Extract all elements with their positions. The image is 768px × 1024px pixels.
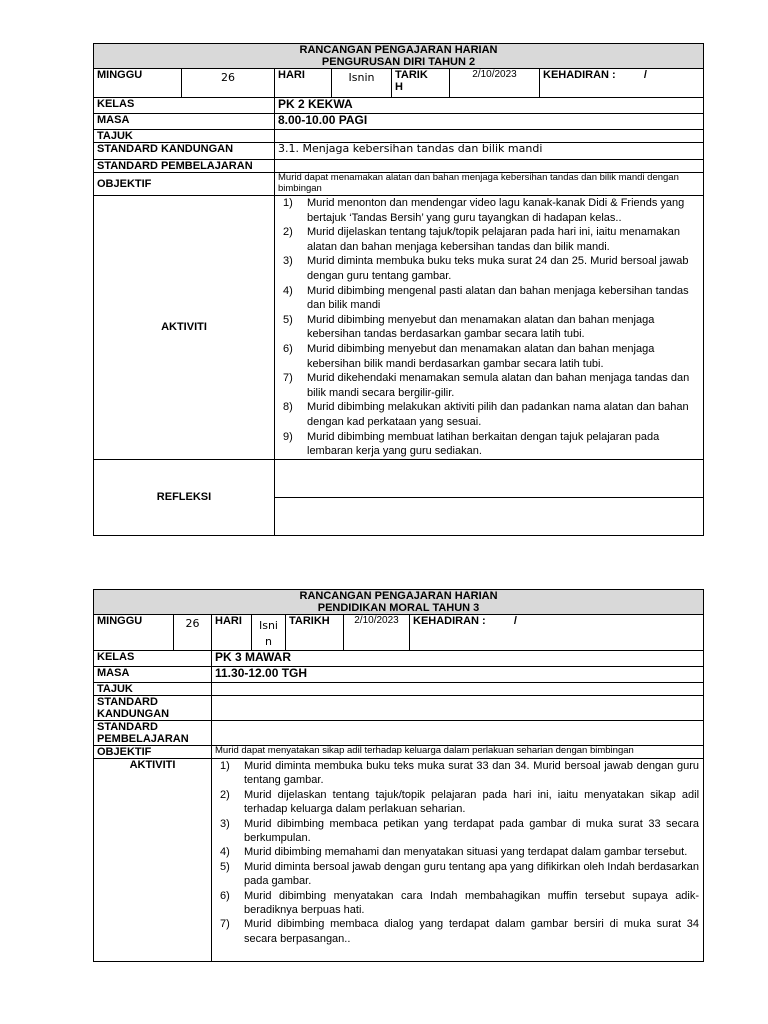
aktiviti-item: 1) Murid menonton dan mendengar video lagu kanak-kanak Didi & Friends yang bertajuk ‘Tandas Bersih’ yang guru tayangkan di hadapan kelas..	[283, 197, 685, 224]
refleksi-row-1	[275, 459, 704, 497]
aktiviti-item: 5) Murid diminta bersoal jawab dengan guru tentang apa yang difikirkan oleh Indah berdasarkan pada gambar.	[220, 860, 700, 888]
aktiviti-item: 7) Murid dibimbing membaca dialog yang terdapat dalam gambar bersiri di muka surat 34 secara berpasangan..	[220, 918, 700, 945]
refleksi-label: REFLEKSI	[94, 459, 275, 535]
tarikh-label: TARIK H	[392, 69, 450, 98]
kelas-label: KELAS	[94, 98, 275, 114]
hari-value: Isni n	[252, 615, 286, 651]
tajuk-value	[275, 130, 704, 143]
plan-title: RANCANGAN PENGAJARAN HARIAN PENDIDIKAN MORAL TAHUN 3	[94, 590, 704, 615]
tarikh-value: 2/10/2023	[344, 615, 410, 651]
lesson-plan-1	[93, 43, 704, 536]
aktiviti-label: AKTIVITI	[94, 759, 212, 962]
hari-label: HARI	[275, 69, 332, 98]
sk-value: 3.1. Menjaga kebersihan tandas dan bilik mandi	[275, 143, 704, 160]
sp-label: STANDARD PEMBELAJARAN	[94, 721, 212, 746]
minggu-value: 26	[182, 69, 275, 98]
sp-value	[212, 721, 704, 746]
minggu-label: MINGGU	[94, 69, 182, 98]
aktiviti-cell	[275, 196, 704, 460]
objektif-value: Murid dapat menamakan alatan dan bahan menjaga kebersihan tandas dan bilik mandi dengan bimbingan	[275, 173, 704, 196]
sk-label: STANDARD KANDUNGAN	[94, 696, 212, 721]
aktiviti-item: 1) Murid diminta membuka buku teks muka surat 33 dan 34. Murid bersoal jawab dengan guru tentang gambar.	[220, 760, 700, 787]
tajuk-label: TAJUK	[94, 683, 212, 696]
masa-label: MASA	[94, 667, 212, 683]
objektif-value: Murid dapat menyatakan sikap adil terhadap keluarga dalam perlakuan seharian dengan bimbingan	[212, 746, 704, 759]
aktiviti-item: 4) Murid dibimbing mengenal pasti alatan dan bahan menjaga kebersihan tandas dan bilik mandi	[283, 284, 689, 312]
aktiviti-label: AKTIVITI	[94, 196, 275, 460]
tarikh-value: 2/10/2023	[450, 69, 540, 98]
kehadiran-label: KEHADIRAN :	[543, 69, 616, 81]
refleksi-row-2	[275, 497, 704, 535]
aktiviti-item: 4) Murid dibimbing memahami dan menyatakan situasi yang terdapat dalam gambar tersebut.	[220, 846, 688, 859]
lesson-plan-2	[93, 589, 704, 962]
objektif-label: OBJEKTIF	[94, 746, 212, 759]
kelas-value: PK 2 KEKWA	[275, 98, 704, 114]
kehadiran-value: /	[643, 69, 647, 81]
aktiviti-item: 2) Murid dijelaskan tentang tajuk/topik pelajaran pada hari ini, iaitu menamakan alatan dan bahan menjaga kebersihan tandas dan bilik mandi.	[283, 226, 681, 253]
objektif-label: OBJEKTIF	[94, 173, 275, 196]
plan-title: RANCANGAN PENGAJARAN HARIAN PENGURUSAN DIRI TAHUN 2	[94, 44, 704, 69]
kelas-label: KELAS	[94, 651, 212, 667]
aktiviti-item: 6) Murid dibimbing menyatakan cara Indah membahagikan muffin tersebut supaya adik-beradiknya berpuas hati.	[220, 889, 700, 917]
aktiviti-list	[214, 759, 699, 946]
masa-value: 11.30-12.00 TGH	[212, 667, 704, 683]
kehadiran	[540, 69, 704, 98]
masa-value: 8.00-10.00 PAGI	[275, 114, 704, 130]
aktiviti-cell	[212, 759, 704, 962]
aktiviti-item: 2) Murid dijelaskan tentang tajuk/topik pelajaran pada hari ini, iaitu menyatakan sikap adil terhadap keluarga dalam perlakuan seharian.	[220, 788, 700, 816]
aktiviti-item: 9) Murid dibimbing membuat latihan berkaitan dengan tajuk pelajaran pada lembaran kerja yang guru sediakan.	[283, 430, 660, 458]
masa-label: MASA	[94, 114, 275, 130]
kehadiran	[410, 615, 704, 651]
aktiviti-item: 5) Murid dibimbing menyebut dan menamakan alatan dan bahan menjaga kebersihan tandas berdasarkan gambar secara latih tubi.	[283, 313, 655, 341]
tarikh-label: TARIKH	[286, 615, 344, 651]
aktiviti-item: 6) Murid dibimbing menyebut dan menamakan alatan dan bahan menjaga kebersihan bilik mandi berdasarkan gambar secara latih tubi.	[283, 342, 655, 370]
aktiviti-item: 7) Murid dikehendaki menamakan semula alatan dan bahan menjaga tandas dan bilik mandi secara bergilir-gilir.	[283, 372, 690, 399]
minggu-label: MINGGU	[94, 615, 174, 651]
sk-label: STANDARD KANDUNGAN	[94, 143, 275, 160]
minggu-value: 26	[174, 615, 212, 651]
hari-value: Isnin	[332, 69, 392, 98]
sk-value	[212, 696, 704, 721]
kelas-value: PK 3 MAWAR	[212, 651, 704, 667]
kehadiran-value: /	[513, 615, 517, 627]
sp-value	[275, 160, 704, 173]
hari-label: HARI	[212, 615, 252, 651]
kehadiran-label: KEHADIRAN :	[413, 615, 486, 627]
aktiviti-list	[277, 196, 697, 459]
tajuk-value	[212, 683, 704, 696]
aktiviti-item: 8) Murid dibimbing melakukan aktiviti pilih dan padankan nama alatan dan bahan dengan kad perkataan yang sesuai.	[283, 401, 689, 428]
aktiviti-item: 3) Murid dibimbing membaca petikan yang terdapat pada gambar di muka surat 33 secara berkumpulan.	[220, 817, 700, 845]
aktiviti-item: 3) Murid diminta membuka buku teks muka surat 24 dan 25. Murid bersoal jawab dengan guru tentang gambar.	[283, 255, 689, 282]
tajuk-label: TAJUK	[94, 130, 275, 143]
sp-label: STANDARD PEMBELAJARAN	[94, 160, 275, 173]
